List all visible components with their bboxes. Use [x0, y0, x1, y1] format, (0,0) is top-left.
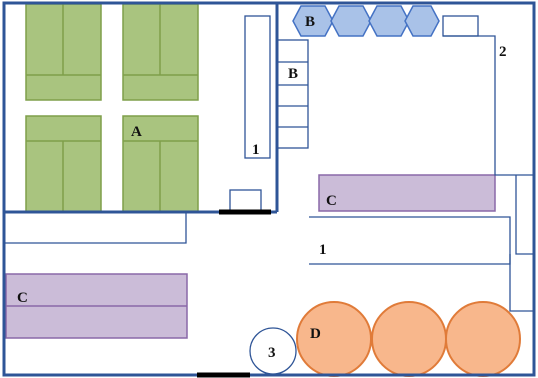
table-group-bottom-left	[26, 116, 101, 212]
top-right-box	[443, 16, 478, 36]
label-3: 3	[268, 345, 276, 361]
label-1-top: 1	[252, 142, 260, 158]
c-block-top	[319, 175, 495, 211]
label-1-mid: 1	[319, 242, 327, 258]
label-c-top: C	[326, 193, 337, 209]
counter-1	[309, 217, 510, 264]
circle-row-d	[297, 302, 520, 376]
label-b-shelf: B	[288, 66, 299, 82]
box-near-door	[230, 190, 261, 212]
right-wall-unit	[516, 175, 534, 254]
table-group-top-right	[123, 4, 198, 100]
label-b-hex: B	[305, 14, 316, 30]
label-2: 2	[499, 44, 507, 60]
label-d: D	[310, 326, 321, 342]
hexagon-2	[331, 6, 371, 36]
right-wall-unit-lower	[510, 254, 534, 311]
label-c-left: C	[17, 290, 28, 306]
label-a: A	[131, 124, 142, 140]
shelf-2-outline	[443, 36, 534, 175]
shelf-b-stack	[277, 40, 308, 148]
shelf-1-top	[245, 16, 270, 158]
lower-left-counter	[4, 212, 186, 243]
hexagon-4	[405, 6, 439, 36]
circle-d-2	[372, 302, 446, 376]
circle-d-1	[297, 302, 371, 376]
circle-d-3	[446, 302, 520, 376]
hexagon-3	[369, 6, 409, 36]
table-group-top-left	[26, 4, 101, 100]
